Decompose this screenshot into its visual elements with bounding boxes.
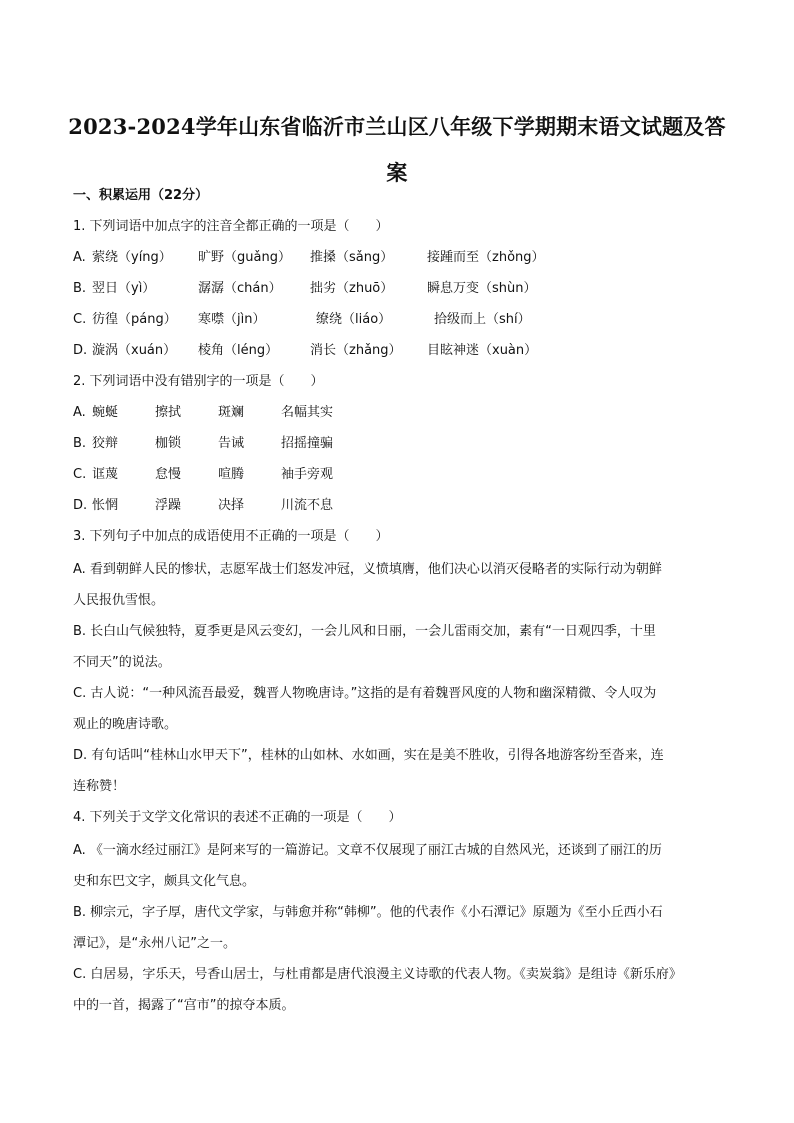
option-item: 旷野（guǎng） [198,250,291,265]
q3-option-b-line1: B. 长白山气候独特，夏季更是风云变幻，一会儿风和日丽，一会儿雷雨交加，素有“一日观四季，十里 [73,624,656,639]
q3-option-b-line2: 不同天”的说法。 [73,655,171,670]
option-item: 喧腾 [218,467,245,482]
question-2-stem: 2. 下列词语中没有错别字的一项是（ ） [73,374,324,389]
option-item: 浮躁 [155,498,182,513]
option-item: 彷徨（páng） [92,312,177,327]
q4-option-a-line2: 史和东巴文字，颇具文化气息。 [73,874,256,889]
q3-option-c-line2: 观止的晚唐诗歌。 [73,717,178,732]
option-item: 漩涡（xuán） [92,343,177,358]
option-label: D. [73,343,88,358]
option-item: 拙劣（zhuō） [310,281,394,296]
q3-option-d-line1: D. 有句话叫“桂林山水甲天下”，桂林的山如林、水如画，实在是美不胜收，引得各地游客纷至沓来，连 [73,748,664,763]
option-item: 接踵而至（zhǒng） [427,250,545,265]
option-item: 目眩神迷（xuàn） [427,343,538,358]
option-item: 缭绕（liáo） [316,312,392,327]
option-item: 招摇撞骗 [281,436,334,451]
option-label: A. [73,405,86,420]
option-item: 擦拭 [155,405,182,420]
q4-option-a-line1: A. 《一滴水经过丽江》是阿来写的一篇游记。文章不仅展现了丽江古城的自然风光，还谈到了丽江的历 [73,843,662,858]
option-item: 狡辩 [92,436,119,451]
option-item: 名幅其实 [281,405,334,420]
option-item: 告诫 [218,436,245,451]
question-1-stem: 1. 下列词语中加点字的注音全都正确的一项是（ ） [73,219,389,234]
option-item: 寒噤（jìn） [198,312,266,327]
option-label: C. [73,312,87,327]
option-item: 推搡（sǎng） [310,250,394,265]
option-item: 怠慢 [155,467,182,482]
document-title: 2023-2024学年山东省临沂市兰山区八年级下学期期末语文试题及答案 [68,114,726,185]
question-3-stem: 3. 下列句子中加点的成语使用不正确的一项是（ ） [73,529,389,544]
option-item: 翌日（yì） [92,281,156,296]
q4-option-c-line2: 中的一首，揭露了“宫市”的掠夺本质。 [73,998,295,1013]
q4-option-b-line2: 潭记》，是“永州八记”之一。 [73,936,236,951]
option-item: 袖手旁观 [281,467,334,482]
option-item: 棱角（léng） [198,343,279,358]
q3-option-a-line2: 人民报仇雪恨。 [73,593,165,608]
q3-option-c-line1: C. 古人说：“一种风流吾最爱，魏晋人物晚唐诗。”这指的是有着魏晋风度的人物和幽深精微、令人叹为 [73,686,657,701]
q4-option-b-line1: B. 柳宗元，字子厚，唐代文学家，与韩愈并称“韩柳”。他的代表作《小石潭记》原题为《至小丘西小石 [73,905,663,920]
option-label: C. [73,467,87,482]
option-item: 枷锁 [155,436,182,451]
option-item: 瞬息万变（shùn） [427,281,537,296]
option-item: 消长（zhǎng） [310,343,402,358]
option-item: 萦绕（yíng） [92,250,172,265]
question-4-stem: 4. 下列关于文学文化常识的表述不正确的一项是（ ） [73,810,402,825]
option-item: 拾级而上（shí） [434,312,531,327]
option-item: 蜿蜒 [92,405,119,420]
option-label: B. [73,281,87,296]
option-label: A. [73,250,86,265]
q3-option-a-line1: A. 看到朝鲜人民的惨状，志愿军战士们怒发冲冠，义愤填膺，他们决心以消灭侵略者的实际行动为朝鲜 [73,562,662,577]
option-item: 诓蔑 [92,467,119,482]
option-item: 斑斓 [218,405,245,420]
option-item: 川流不息 [281,498,334,513]
option-label: B. [73,436,87,451]
option-item: 潺潺（chán） [198,281,282,296]
option-item: 怅惘 [92,498,119,513]
option-item: 决择 [218,498,245,513]
option-label: D. [73,498,88,513]
section-heading: 一、积累运用（22分） [73,188,209,203]
q4-option-c-line1: C. 白居易，字乐天，号香山居士，与杜甫都是唐代浪漫主义诗歌的代表人物。《卖炭翁》是组诗《新乐府》 [73,967,682,982]
q3-option-d-line2: 连称赞！ [73,779,126,794]
